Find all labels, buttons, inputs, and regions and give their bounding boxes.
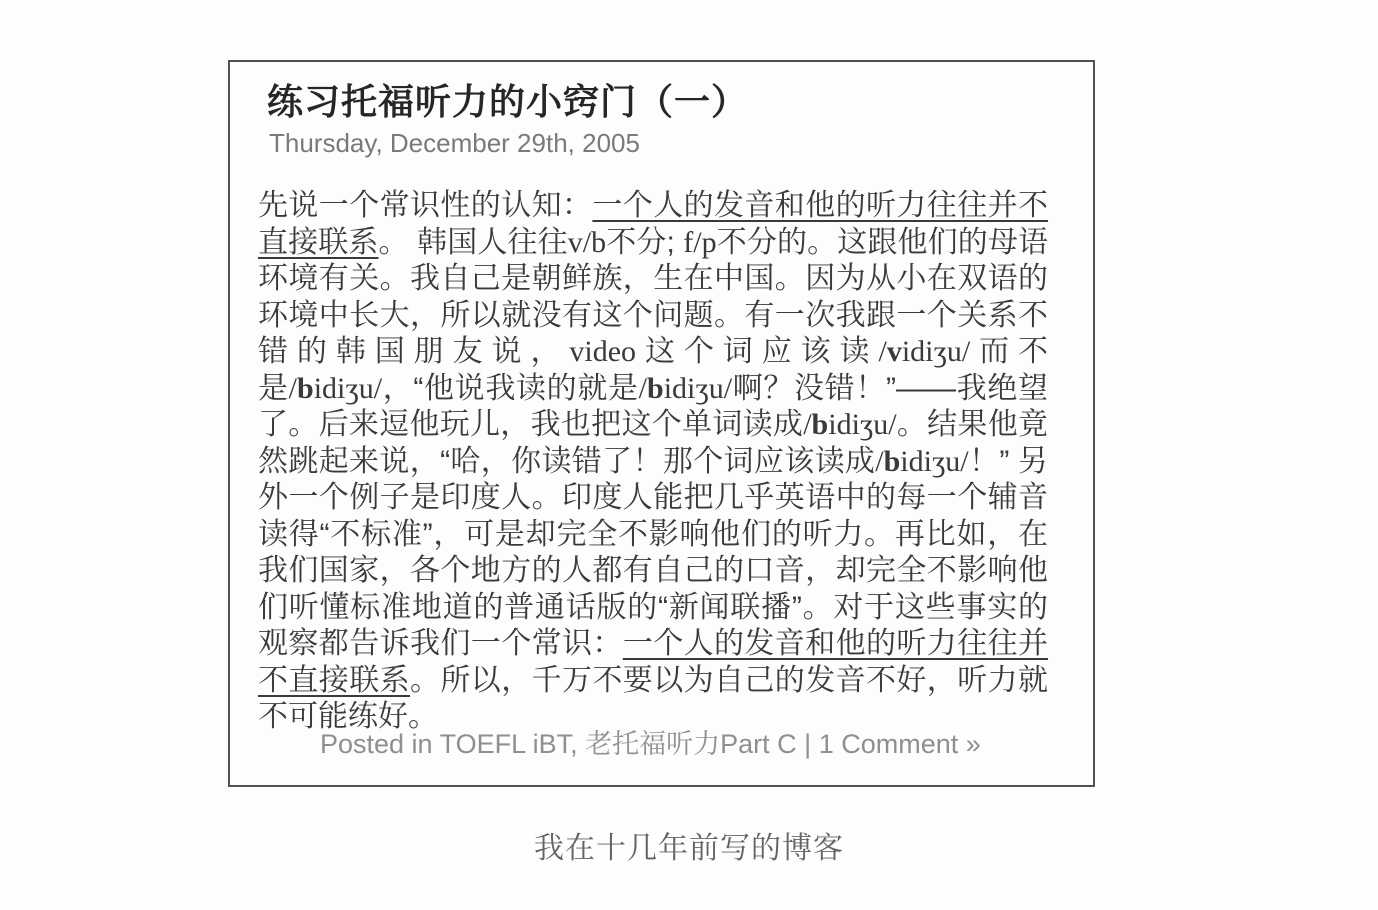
phonetic: idiʒu/ [313, 371, 383, 405]
body-text: ！” 另外一个例子是印度人。印度人能把几乎英语中的每一个辅音读得“不标准”，可是却完全不影响他们的听力。再比如，在我们国家，各个地方的人都有自己的口音，却完全不影响他们听懂标准地道的普通话版的“新闻联播”。对于这些事实的观察都告诉我们一个常识： [258, 444, 1048, 660]
phonetic-bold: b [647, 371, 664, 405]
phonetic: idiʒu/ [663, 371, 733, 405]
underlined-claim: 一个人的发音和他的听力往往并不直接联系 [258, 189, 1049, 259]
figure-caption: 我在十几年前写的博客 [534, 832, 844, 865]
post-title: 练习托福听力的小窍门（一） [267, 81, 749, 122]
phonetic-bold: b [883, 444, 901, 478]
phonetic-bold: b [811, 408, 829, 441]
phonetic-bold: v [886, 335, 902, 368]
phonetic: / [288, 371, 298, 405]
separator: , [570, 729, 586, 759]
phonetic: / [638, 371, 648, 405]
body-text: 这个词应该读 [636, 335, 879, 368]
comments-link[interactable]: 1 Comment » [818, 729, 981, 759]
phonetic: / [875, 444, 884, 478]
body-text: 不分; [606, 225, 684, 259]
phonetic-bold: b [297, 371, 314, 405]
category-link-lao-toefl-part-c[interactable]: 老托福听力Part C [585, 729, 797, 759]
blog-post-card [228, 60, 1095, 787]
underlined-claim: 一个人的发音和他的听力往往并不直接联系 [258, 627, 1049, 697]
body-text: 而不是 [258, 335, 1048, 405]
body-text: 先说一个常识性的认知： [258, 189, 593, 222]
phonetic: / [803, 408, 812, 441]
phonetic: / [878, 335, 887, 368]
phonetic: idiʒu/ [828, 408, 897, 441]
body-text: ，“他说我读的就是 [382, 371, 639, 405]
body-text: 。结果他竟然跳起来说，“哈，你读错了！那个词应该读成 [258, 408, 1049, 478]
latin-text: video [569, 335, 637, 368]
post-body [258, 188, 1048, 736]
post-date: Thursday, December 29th, 2005 [269, 128, 640, 158]
body-text: 。所以，千万不要以为自己的发音不好，听力就不可能练好。 [258, 663, 1048, 733]
phonetic: idiʒu/ [901, 335, 971, 368]
category-link-toefl-ibt[interactable]: TOEFL iBT [439, 729, 571, 759]
post-footer-meta [320, 728, 981, 760]
phonetic: idiʒu/ [900, 444, 969, 478]
separator: | [796, 729, 819, 759]
latin-text: f/p [683, 225, 717, 259]
posted-in-label: Posted in [320, 729, 440, 759]
body-text: 啊？没错！”——我绝望了。后来逗他玩儿，我也把这个单词读成 [258, 371, 1048, 441]
latin-text: v/b [567, 225, 607, 259]
body-text: 不分的。这跟他们的母语环境有关。我自己是朝鲜族，生在中国。因为从小在双语的环境中长大，所以就没有这个问题。有一次我跟一个关系不错的韩国朋友说， [258, 225, 1049, 368]
body-text: 。 韩国人往往 [378, 225, 568, 259]
